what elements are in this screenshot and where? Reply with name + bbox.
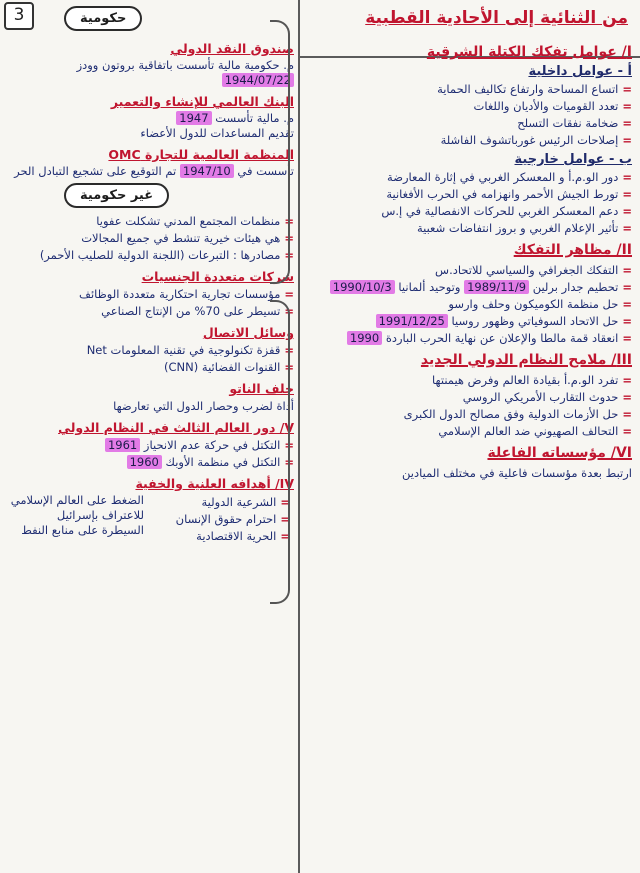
internal-factor: = تعدد القوميات والأديان واللغات xyxy=(304,98,632,114)
nonaligned-date: 1961 xyxy=(105,438,140,452)
imf-date-line xyxy=(4,73,294,88)
wb-note: تقديم المساعدات للدول الأعضاء xyxy=(140,126,294,140)
left-column xyxy=(4,2,294,545)
gov-bracket xyxy=(270,20,290,284)
malta-text: انعقاد قمة مالطا والإعلان عن نهاية الحرب الباردة xyxy=(385,331,619,345)
ngo-bracket xyxy=(270,300,290,604)
section-2-heading: II/ مظاهر التفكك xyxy=(513,242,632,258)
ngo-item: = هي هيئات خيرية تنشط في جميع المجالات xyxy=(4,230,294,246)
external-factor: = دعم المعسكر الغربي للحركات الانفصالية في إ.س xyxy=(304,203,632,219)
wto-text-pre: تأسست في xyxy=(237,164,294,178)
hidden-goal: السيطرة على منابع النفط xyxy=(21,523,144,537)
opec-text: التكتل في منظمة الأوبك xyxy=(165,455,281,469)
public-goal: = الحرية الاقتصادية xyxy=(150,528,290,544)
dissolution-item xyxy=(304,279,632,295)
public-goal: = احترام حقوق الإنسان xyxy=(150,511,290,527)
berlin-date: 1989/11/9 xyxy=(464,280,529,294)
column-divider xyxy=(298,0,300,873)
multinational-item: = تسيطر على 70% من الإنتاج الصناعي xyxy=(4,303,294,319)
ngo-item: = منظمات المجتمع المدني تشكلت عفويا xyxy=(4,213,294,229)
internal-factor: = إصلاحات الرئيس غورباتشوف الفاشلة xyxy=(304,132,632,148)
external-factor: = دور الو.م.أ و المعسكر الغربي في إثارة المعارضة xyxy=(304,169,632,185)
gov-cloud: حكومية xyxy=(64,6,142,31)
wto-abbr: OMC xyxy=(108,147,141,162)
new-order-item: = حدوث التقارب الأمريكي الروسي xyxy=(304,389,632,405)
goals-split xyxy=(4,493,294,545)
wb-date: 1947 xyxy=(176,111,211,125)
malta-date: 1990 xyxy=(347,331,382,345)
dissolution-item xyxy=(304,330,632,346)
opec-date: 1960 xyxy=(127,455,162,469)
external-factor: = تورط الجيش الأحمر وانهزامه في الحرب الأفغانية xyxy=(304,186,632,202)
third-world-item xyxy=(4,437,294,453)
public-goal: = الشرعية الدولية xyxy=(150,494,290,510)
section-6-heading: VI/ مؤسساته الفاعلة xyxy=(487,445,632,461)
external-factors-label: ب - عوامل خارجية xyxy=(514,152,632,167)
internal-factor: = ضخامة نفقات التسلح xyxy=(304,115,632,131)
internal-factors-label: أ - عوامل داخلية xyxy=(528,64,632,79)
dissolution-item: = حل منظمة الكوميكون وحلف وارسو xyxy=(304,296,632,312)
wto-date: 1947/10 xyxy=(180,164,234,178)
right-column xyxy=(304,6,632,482)
ngo-cloud: غير حكومية xyxy=(64,183,169,208)
public-goals xyxy=(150,493,290,545)
wb-text: م. مالية تأسست xyxy=(215,111,294,125)
media-item: = القنوات الفضائية (CNN) xyxy=(4,359,294,375)
dissolution-item xyxy=(304,313,632,329)
ussr-dissolution-text: حل الاتحاد السوفياتي وظهور روسيا xyxy=(451,314,619,328)
multinational-title: شركات متعددة الجنسيات xyxy=(141,269,294,284)
berlin-wall-text: تحطيم جدار برلين xyxy=(532,280,619,294)
germany-date: 1990/10/3 xyxy=(330,280,395,294)
germany-text: وتوحيد ألمانيا xyxy=(398,280,461,294)
dissolution-item: = التفكك الجغرافي والسياسي للاتحاد.س xyxy=(304,262,632,278)
external-factor: = تأثير الإعلام الغربي و بروز انتفاضات شعبية xyxy=(304,220,632,236)
wto-text-post: تم التوقيع على تشجيع التبادل الحر xyxy=(14,164,177,178)
media-item: = قفزة تكنولوجية في تقنية المعلومات Net xyxy=(4,342,294,358)
hidden-goals xyxy=(4,493,144,545)
page-title: من الثنائية إلى الأحادية القطبية xyxy=(365,8,628,28)
wto-title-line xyxy=(4,147,294,162)
new-order-item: = تفرد الو.م.أ بقيادة العالم وفرض هيمنتها xyxy=(304,372,632,388)
wto-line xyxy=(4,164,294,179)
section-5-heading: V/ دور العالم الثالث في النظام الدولي xyxy=(58,420,294,435)
imf-text: م. حكومية مالية تأسست باتفاقية بروتون وودز xyxy=(76,58,294,72)
section-3-heading: III/ ملامح النظام الدولي الجديد xyxy=(420,352,632,368)
section-4-heading: IV/ أهدافه العلنية والخفية xyxy=(135,476,294,491)
ngo-item: = مصادرها : التبرعات (اللجنة الدولية للصليب الأحمر) xyxy=(4,247,294,263)
imf-date: 1944/07/22 xyxy=(222,73,294,87)
wb-line xyxy=(4,111,294,126)
nato-title: حلف الناتو xyxy=(229,381,294,396)
nato-text: أداة لضرب وحصار الدول التي تعارضها xyxy=(113,399,294,413)
hidden-goal: الضغط على العالم الإسلامي للاعتراف بإسرائيل xyxy=(10,493,144,522)
imf-title: صندوق النقد الدولي xyxy=(170,41,294,56)
media-title: وسائل الاتصال xyxy=(202,325,294,340)
ussr-date: 1991/12/25 xyxy=(376,314,448,328)
section-6-text: ارتبط بعدة مؤسسات فاعلية في مختلف الميادين xyxy=(402,466,632,480)
wb-title: البنك العالمي للإنشاء والتعمير xyxy=(110,94,294,109)
multinational-item: = مؤسسات تجارية احتكارية متعددة الوظائف xyxy=(4,286,294,302)
new-order-item: = حل الأزمات الدولية وفق مصالح الدول الكبرى xyxy=(304,406,632,422)
page-number: 3 xyxy=(4,2,34,30)
new-order-item: = التحالف الصهيوني ضد العالم الإسلامي xyxy=(304,423,632,439)
nonaligned-text: التكتل في حركة عدم الانحياز xyxy=(143,438,281,452)
wto-title: المنظمة العالمية للتجارة xyxy=(145,147,294,162)
section-1-heading: I/ عوامل تفكك الكتلة الشرقية xyxy=(426,44,632,60)
third-world-item xyxy=(4,454,294,470)
internal-factor: = اتساع المساحة وارتفاع تكاليف الحماية xyxy=(304,81,632,97)
